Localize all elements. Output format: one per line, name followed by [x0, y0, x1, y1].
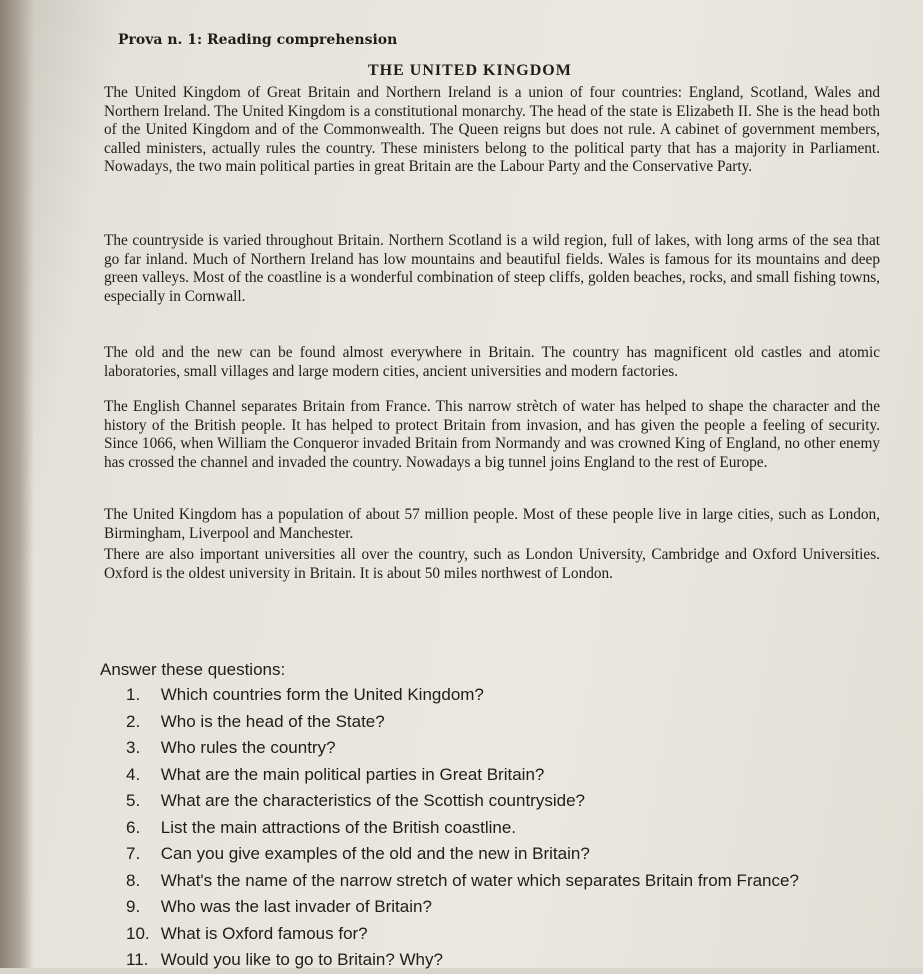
- paragraph-universities: There are also important universities all over the country, such as London University, Cambridge and Oxford Universities. Oxford is the oldest university in Britain. It is about 50 miles northwest of London.: [104, 546, 880, 582]
- question-number: 4.: [126, 764, 141, 784]
- reading-title: THE UNITED KINGDOM: [368, 62, 572, 79]
- question-number: 9.: [126, 897, 141, 916]
- question-item: [126, 815, 906, 842]
- question-item: [126, 947, 906, 974]
- question-number: 6.: [126, 817, 141, 837]
- answer-heading: Answer these questions:: [100, 660, 286, 679]
- paragraph-monarchy: The United Kingdom of Great Britain and Northern Ireland is a union of four countries: England, Scotland, Wales and Northern Ireland. The United Kingdom is a constitutional monarchy. The head of the state is Elizabeth II. She is the head both of the United Kingdom and of the Commonwealth. The Queen reigns but does not rule. A cabinet of government members, called ministers, actually rules the country. These ministers belong to the political party that has a majority in Parliament. Nowadays, the two main political parties in great Britain are the Labour Party and the Conservative Party.: [104, 84, 880, 176]
- question-text: What are the main political parties in Great Britain?: [160, 764, 545, 784]
- question-text: What is Oxford famous for?: [160, 923, 368, 943]
- question-item: [126, 921, 906, 948]
- question-number: 8.: [126, 870, 141, 890]
- question-item: [126, 868, 906, 895]
- question-text: Who is the head of the State?: [160, 711, 385, 731]
- question-item: [126, 762, 906, 789]
- question-list: [126, 682, 906, 974]
- question-item: [126, 735, 906, 762]
- question-text: Can you give examples of the old and the new in Britain?: [160, 844, 590, 863]
- book-spine-shadow: [0, 0, 34, 968]
- question-number: 1.: [126, 685, 141, 704]
- paragraph-countryside: The countryside is varied throughout Britain. Northern Scotland is a wild region, full of lakes, with long arms of the sea that go far inland. Much of Northern Ireland has low mountains and beautiful fields. Wales is famous for its mountains and deep green valleys. Most of the coastline is a wonderful combination of steep cliffs, golden beaches, rocks, and small fishing towns, especially in Cornwall.: [104, 232, 880, 305]
- question-number: 3.: [126, 738, 141, 757]
- paragraph-population: The United Kingdom has a population of about 57 million people. Most of these people live in large cities, such as London, Birmingham, Liverpool and Manchester.: [104, 506, 880, 542]
- question-number: 7.: [126, 844, 141, 863]
- question-text: Which countries form the United Kingdom?: [160, 685, 484, 704]
- question-text: What are the characteristics of the Scottish countryside?: [160, 791, 585, 810]
- question-item: [126, 841, 906, 868]
- question-number: 2.: [126, 711, 141, 731]
- question-item: [126, 682, 906, 709]
- exercise-title: Prova n. 1: Reading comprehension: [118, 32, 398, 48]
- paragraph-old-and-new: The old and the new can be found almost everywhere in Britain. The country has magnificent old castles and atomic laboratories, small villages and large modern cities, ancient universities and modern factories.: [104, 344, 880, 380]
- paragraph-english-channel: The English Channel separates Britain from France. This narrow strètch of water has helped to shape the character and the history of the British people. It has helped to protect Britain from invasion, and has given the people a feeling of security. Since 1066, when William the Conqueror invaded Britain from Normandy and was crowned King of England, no other enemy has crossed the channel and invaded the country. Nowadays a big tunnel joins England to the rest of Europe.: [104, 398, 880, 471]
- question-number: 11.: [126, 950, 149, 969]
- question-item: [126, 788, 906, 815]
- question-number: 10.: [126, 923, 150, 943]
- question-number: 5.: [126, 791, 141, 810]
- question-text: What's the name of the narrow stretch of water which separates Britain from France?: [160, 870, 799, 890]
- question-text: List the main attractions of the British coastline.: [160, 817, 517, 837]
- question-item: [126, 709, 906, 736]
- question-item: [126, 894, 906, 921]
- question-text: Who rules the country?: [160, 738, 336, 757]
- question-text: Who was the last invader of Britain?: [160, 897, 432, 916]
- question-text: Would you like to go to Britain? Why?: [160, 950, 443, 969]
